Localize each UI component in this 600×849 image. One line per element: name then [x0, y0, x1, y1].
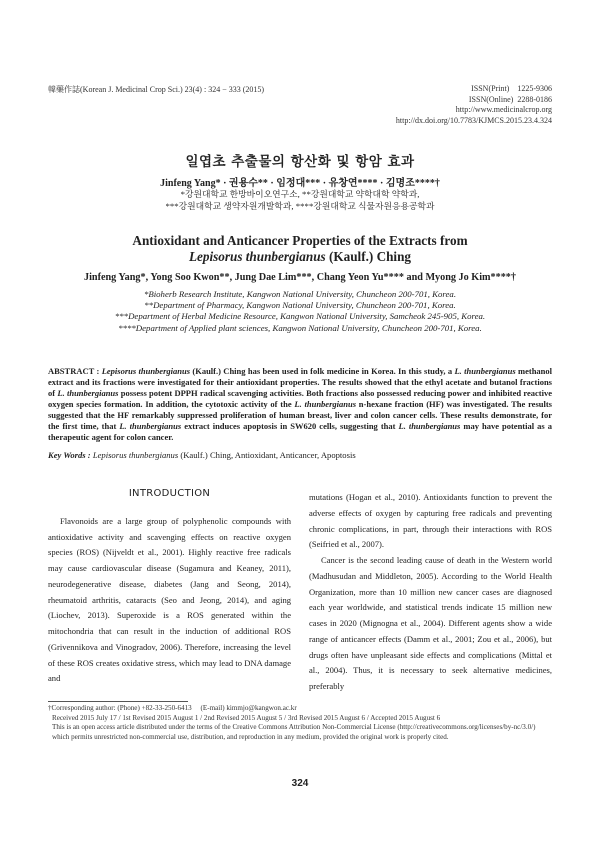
english-affiliations	[0, 289, 600, 334]
korean-affiliation-line: ***강원대학교 생약자원개발학과, ****강원대학교 식물자원응용공학과	[165, 200, 435, 211]
species-name: Lepisorus thunbergianus	[188, 249, 326, 264]
english-title-line1: Antioxidant and Anticancer Properties of the Extracts from	[132, 233, 468, 248]
korean-title: 일엽초 추출물의 항산화 및 항암 효과	[185, 154, 415, 170]
keywords-list: (Kaulf.) Ching, Antioxidant, Anticancer, Apoptosis	[178, 450, 356, 460]
doi-link[interactable]: http://dx.doi.org/10.7783/KJMCS.2015.23.4.324	[395, 115, 552, 125]
footnote	[48, 704, 552, 742]
affiliation-line: ****Department of Applied plant sciences, Kangwon National University, Chuncheon 200-701, Korea.	[118, 322, 482, 333]
received-dates: Received 2015 July 17 / 1st Revised 2015 August 1 / 2nd Revised 2015 August 5 / 3rd Revised 2015 August 6 / Accepted 2015 August 6	[52, 713, 441, 722]
abstract-text: (Kaulf.) Ching has been used in folk medicine in Korea. In this study, a	[190, 366, 455, 376]
keywords-label: Key Words :	[48, 450, 93, 460]
english-title	[0, 233, 600, 265]
corresponding-author: †Corresponding author: (Phone) +82-33-250-6413 (E-mail) kimmjo@kangwon.ac.kr	[48, 704, 297, 712]
abstract-label: ABSTRACT :	[48, 366, 102, 376]
species-author: (Kaulf.) Ching	[325, 249, 412, 264]
body-paragraph: mutations (Hogan et al., 2010). Antioxidants function to prevent the adverse effects of oxygen by capturing free radicals and preventing chronic complications, in part, through their interactions with ROS (Seifried et al., 2007).	[309, 492, 552, 550]
keywords-species: Lepisorus thunbergianus	[92, 450, 179, 460]
abstract-species: Lepisorus thunbergianus	[101, 366, 191, 376]
korean-authors: Jinfeng Yang* · 권용수** · 임정대*** · 유창연**** · 김명조****†	[160, 178, 440, 189]
page-number: 324	[291, 778, 309, 789]
abstract-species: L. thunbergianus	[119, 421, 182, 431]
korean-affiliation-line: *강원대학교 한방바이오연구소, **강원대학교 약학대학 약학과,	[180, 189, 420, 199]
license-text: This is an open access article distributed under the terms of the Creative Commons Attribution Non-Commercial License (http://creativecommons.org/licenses/by-nc/3.0/) which permits unrestricted non-commercial use, distribution, and reproduction in any medium, provided the original work is properly cited.	[52, 723, 536, 741]
abstract-text: extract induces apoptosis in SW620 cells, suggesting that	[181, 421, 399, 431]
abstract-species: L. thunbergianus	[57, 388, 119, 398]
abstract-text: methanol extract and its fractions were investigated for their antioxidant properties. The results showed that the ethyl acetate and butanol fractions of	[48, 366, 553, 398]
body-paragraph: Cancer is the second leading cause of death in the Western world (Madhusudan and Middleton, 2005). According to the World Health Organization, more than 10 million new cancer cases are diagnosed each year worldwide, and statistical trends indicate 15 million new cases in 2020 (Mignogna et al., 2004). Different agents show a wide range of anticancer effects (Damm et al., 2001; Zou et al., 2006), but drugs often have unpleasant side effects and complications (Mittal et al., 2004). Thus, it is necessary to seek alternative medicines, preferably	[309, 555, 552, 691]
journal-identifiers	[396, 84, 552, 126]
body-column-right	[309, 490, 552, 695]
affiliation-line: ***Department of Herbal Medicine Resource, Kangwon National University, Samcheok 245-905, Korea.	[114, 311, 486, 322]
abstract	[48, 366, 552, 443]
journal-citation: 韓藥作誌(Korean J. Medicinal Crop Sci.) 23(4) : 324 − 333 (2015)	[48, 85, 265, 94]
keywords	[48, 450, 552, 460]
english-authors: Jinfeng Yang*, Yong Soo Kwon**, Jung Dae Lim***, Chang Yeon Yu**** and Myong Jo Kim****†	[84, 272, 516, 283]
abstract-text: may have potential as a therapeutic agent for colon cancer.	[48, 421, 552, 442]
abstract-species: L. thunbergianus	[294, 399, 357, 409]
body-paragraph: Flavonoids are a large group of polyphenolic compounds with antioxidative activity and scavenging effects on reactive oxygen species (ROS) (Nijveldt et al., 2001). Highly reactive free radicals may cause cardiovascular disease (Sugamura and Keaney, 2011), neurodegenerative disease, diabetes (Jang and Seong, 2014), rheumatoid arthritis, cataracts (Seo and Jeong, 2014), and aging (Liochev, 2013). Superoxide is a ROS generated within the mitochondria that can result in the induction of additional ROS (Grivennikova and Vinogradov, 2006). Therefore, increasing the level of these ROS creates oxidative stress, which may lead to DNA damage and	[48, 515, 291, 684]
journal-url[interactable]: http://www.medicinalcrop.org	[455, 105, 552, 114]
affiliation-line: **Department of Pharmacy, Kangwon National University, Chuncheon 200-701, Korea.	[144, 300, 456, 311]
korean-affiliations	[0, 189, 600, 212]
english-title-line2	[0, 249, 600, 265]
abstract-text: possess potent DPPH radical scavenging activities. Both fractions also possessed reducing power and inhibited reactive oxygen species formation. In addition, the cytotoxic activity of the	[48, 388, 552, 409]
abstract-species: L. thunbergianus	[398, 421, 461, 431]
abstract-text: n-hexane fraction (HF) was investigated. The results suggested that the HF remarkably suppressed proliferation of human breast, liver and colon cancer cells. These results demonstrate, for the first time, that	[48, 399, 552, 431]
issn-print: ISSN(Print) 1225-9306	[471, 84, 552, 93]
section-heading-introduction: INTRODUCTION	[128, 488, 211, 499]
affiliation-line: *Bioherb Research Institute, Kangwon National University, Chuncheon 200-701, Korea.	[143, 289, 457, 299]
footnote-divider	[48, 701, 188, 702]
body-column-left	[48, 482, 291, 687]
abstract-species: L. thunbergianus	[454, 366, 516, 376]
issn-online: ISSN(Online) 2288-0186	[468, 94, 552, 104]
